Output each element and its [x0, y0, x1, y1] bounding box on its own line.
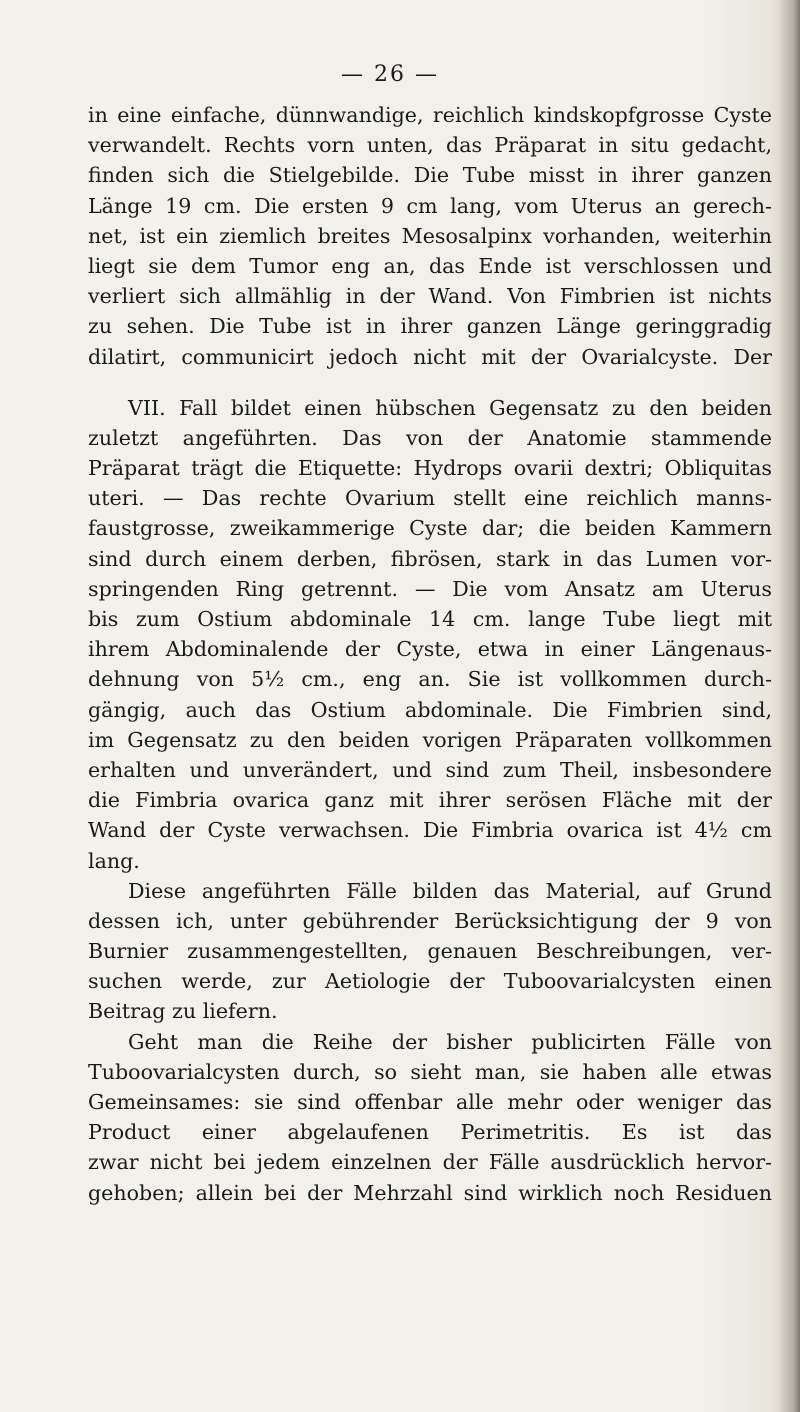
body-text — [88, 100, 772, 1208]
text-line: im Gegensatz zu den beiden vorigen Präparaten vollkommen — [88, 727, 772, 752]
text-line: Länge 19 cm. Die ersten 9 cm lang, vom Uterus an gerech- — [88, 193, 772, 218]
text-line: uteri. — Das rechte Ovarium stellt eine reichlich manns- — [88, 486, 772, 511]
text-line: erhalten und unverändert, und sind zum Theil, insbesondere — [88, 757, 772, 782]
text-line: die Fimbria ovarica ganz mit ihrer serösen Fläche mit der — [88, 788, 772, 813]
paragraph — [88, 1027, 772, 1208]
text-line: gehoben; allein bei der Mehrzahl sind wirklich noch Residuen — [88, 1180, 772, 1205]
text-line: Wand der Cyste verwachsen. Die Fimbria ovarica ist 4½ cm — [88, 818, 772, 843]
text-line: sind durch einem derben, fibrösen, stark in das Lumen vor- — [88, 546, 772, 571]
text-line: finden sich die Stielgebilde. Die Tube misst in ihrer ganzen — [88, 163, 772, 188]
text-line: bis zum Ostium abdominale 14 cm. lange Tube liegt mit — [88, 607, 772, 631]
text-line: zu sehen. Die Tube ist in ihrer ganzen Länge geringgradig — [88, 314, 772, 339]
text-line: net, ist ein ziemlich breites Mesosalpinx vorhanden, weiterhin — [88, 223, 772, 248]
text-line: faustgrosse, zweikammerige Cyste dar; die beiden Kammern — [88, 516, 772, 541]
paragraph-gap — [88, 372, 772, 393]
text-line: Burnier zusammengestellten, genauen Beschreibungen, ver- — [88, 939, 772, 964]
text-line: lang. — [88, 848, 140, 873]
text-line: verwandelt. Rechts vorn unten, das Präparat in situ gedacht, — [88, 133, 772, 158]
text-line: in eine einfache, dünnwandige, reichlich kindskopfgrosse Cyste — [88, 103, 772, 127]
text-line: zwar nicht bei jedem einzelnen der Fälle ausdrücklich hervor- — [88, 1150, 772, 1175]
text-line: Geht man die Reihe der bisher publicirten Fälle von — [128, 1029, 772, 1054]
text-line: springenden Ring getrennt. — Die vom Ansatz am Uterus — [88, 576, 772, 601]
paragraph — [88, 876, 772, 1027]
text-line: dilatirt, communicirt jedoch nicht mit der Ovarialcyste. Der — [88, 344, 772, 369]
text-line: dessen ich, unter gebührender Berücksichtigung der 9 von — [88, 908, 772, 933]
page-number: — 26 — — [341, 62, 439, 87]
text-line: Product einer abgelaufenen Perimetritis. Es ist das — [88, 1120, 772, 1145]
text-line: Beitrag zu liefern. — [88, 999, 278, 1024]
text-line: suchen werde, zur Aetiologie der Tuboovarialcysten einen — [88, 969, 772, 994]
text-line: gängig, auch das Ostium abdominale. Die Fimbrien sind, — [88, 697, 772, 722]
text-line: Tuboovarialcysten durch, so sieht man, sie haben alle etwas — [88, 1059, 772, 1084]
text-line: VII. Fall bildet einen hübschen Gegensatz zu den beiden — [128, 395, 772, 420]
text-line: liegt sie dem Tumor eng an, das Ende ist verschlossen und — [88, 253, 772, 278]
paragraph — [88, 100, 772, 372]
text-line: zuletzt angeführten. Das von der Anatomie stammende — [88, 425, 772, 450]
paragraph — [88, 393, 772, 876]
text-line: Präparat trägt die Etiquette: Hydrops ovarii dextri; Obliquitas — [88, 456, 772, 481]
text-line: dehnung von 5½ cm., eng an. Sie ist vollkommen durch- — [88, 667, 772, 692]
text-line: Diese angeführten Fälle bilden das Material, auf Grund — [128, 878, 772, 903]
text-line: Gemeinsames: sie sind offenbar alle mehr oder weniger das — [88, 1090, 772, 1114]
text-line: ihrem Abdominalende der Cyste, etwa in einer Längenaus- — [88, 637, 772, 662]
page-edge-shadow — [778, 0, 800, 1412]
text-line: verliert sich allmählig in der Wand. Von Fimbrien ist nichts — [88, 284, 772, 309]
